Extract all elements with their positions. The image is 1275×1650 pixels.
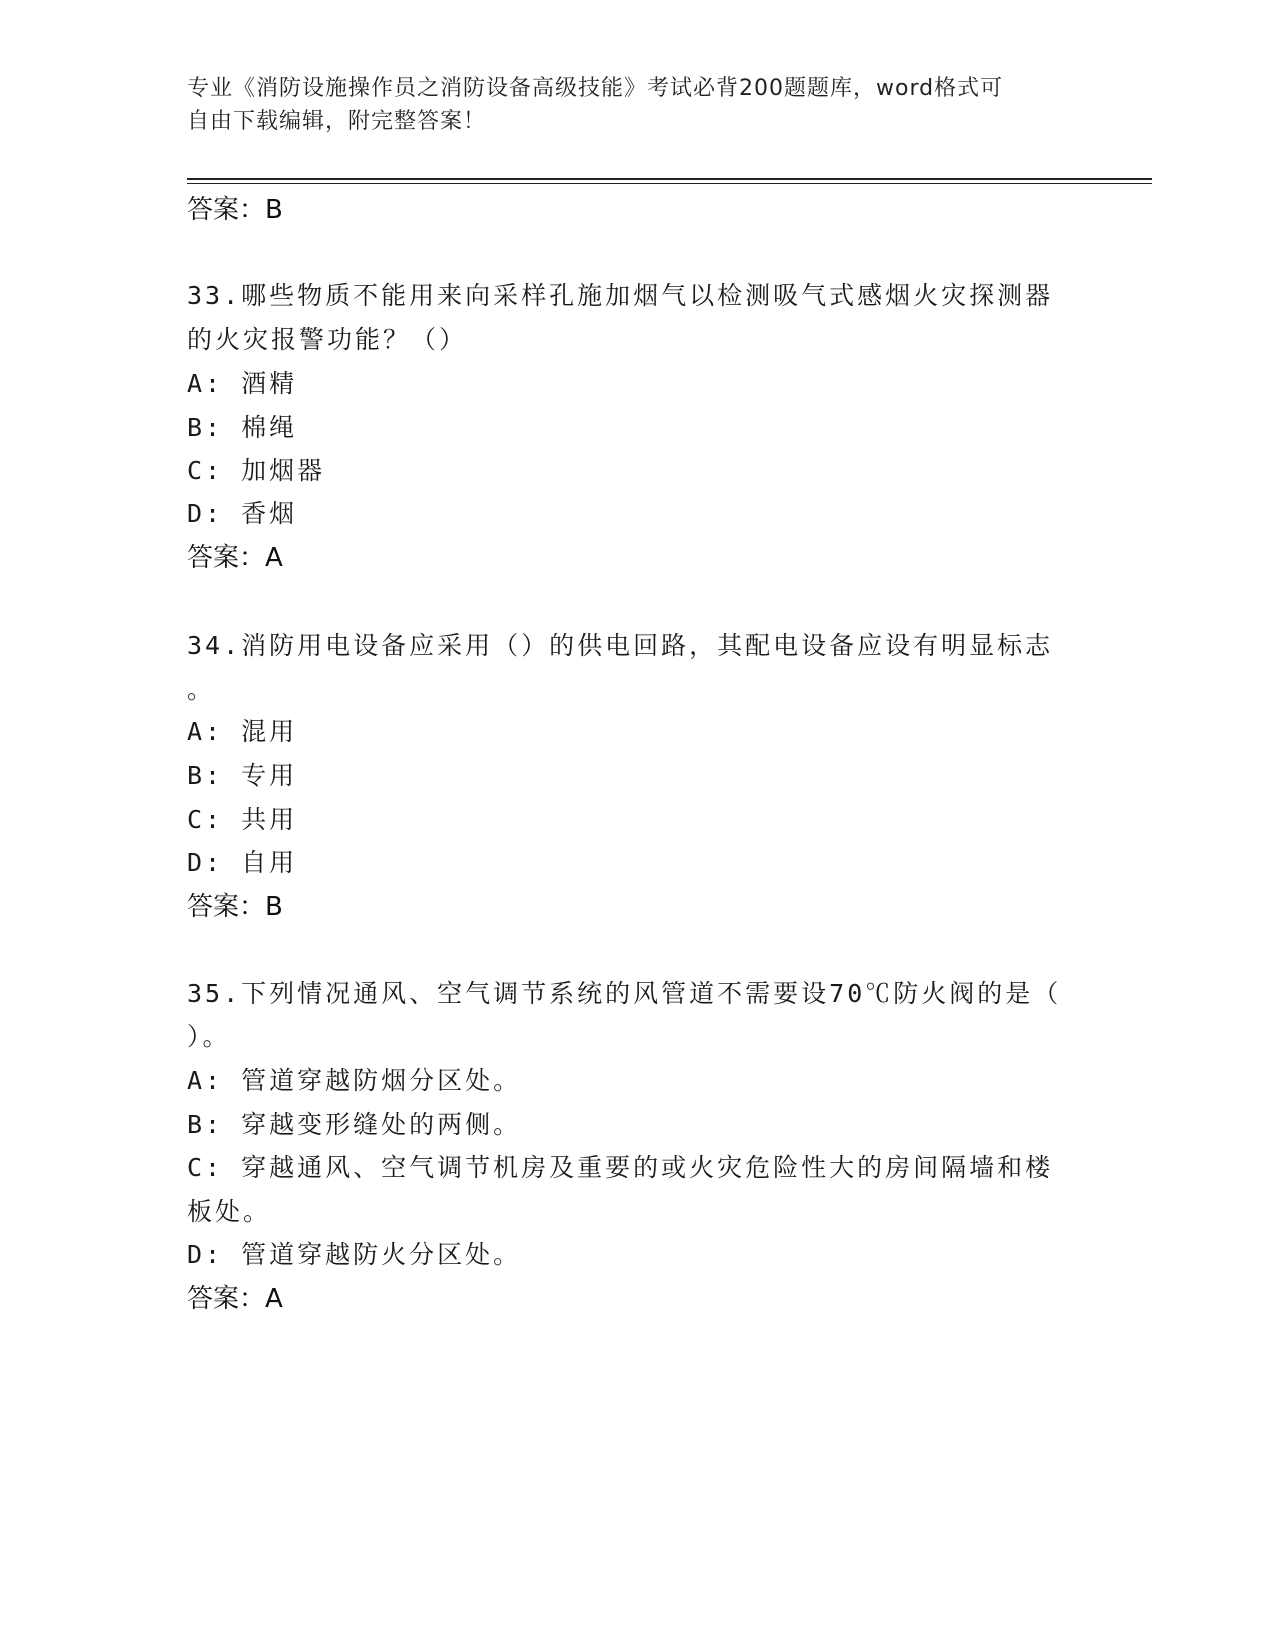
question-34-line-2: 。 [187, 675, 216, 704]
question-33-line-2: 的火灾报警功能？（） [187, 325, 468, 354]
question-33-line-1: 33.哪些物质不能用来向采样孔施加烟气以检测吸气式感烟火灾探测器 [187, 281, 1054, 310]
answer-35: 答案：A [187, 1284, 283, 1314]
question-35-option-d: D: 管道穿越防火分区处。 [187, 1240, 522, 1269]
question-34-option-a: A: 混用 [187, 717, 298, 746]
document-header [187, 72, 1087, 138]
question-35-option-c: C: 穿越通风、空气调节机房及重要的或火灾危险性大的房间隔墙和楼 [187, 1153, 1054, 1182]
header-divider [187, 178, 1152, 180]
question-34-line-1: 34.消防用电设备应采用（）的供电回路，其配电设备应设有明显标志 [187, 631, 1054, 660]
question-33-option-d: D: 香烟 [187, 499, 298, 528]
question-33-option-a: A: 酒精 [187, 369, 298, 398]
header-divider-thin [187, 183, 1152, 184]
question-34-option-b: B: 专用 [187, 761, 298, 790]
question-35-line-1: 35.下列情况通风、空气调节系统的风管道不需要设70℃防火阀的是（ [187, 979, 1062, 1008]
question-34-option-d: D: 自用 [187, 848, 298, 877]
question-33-option-b: B: 棉绳 [187, 413, 298, 442]
header-line-2: 自由下载编辑，附完整答案！ [187, 109, 487, 134]
question-35-option-c-cont: 板处。 [187, 1197, 272, 1226]
question-35-option-b: B: 穿越变形缝处的两侧。 [187, 1110, 522, 1139]
question-34-option-c: C: 共用 [187, 805, 298, 834]
question-35-option-a: A: 管道穿越防烟分区处。 [187, 1066, 522, 1095]
question-35-line-2: ）。 [187, 1022, 231, 1051]
answer-34: 答案：B [187, 892, 283, 922]
answer-32: 答案：B [187, 195, 283, 225]
answer-33: 答案：A [187, 543, 283, 573]
header-line-1: 专业《消防设施操作员之消防设备高级技能》考试必背200题题库，word格式可 [187, 76, 1004, 101]
question-33-option-c: C: 加烟器 [187, 456, 326, 485]
